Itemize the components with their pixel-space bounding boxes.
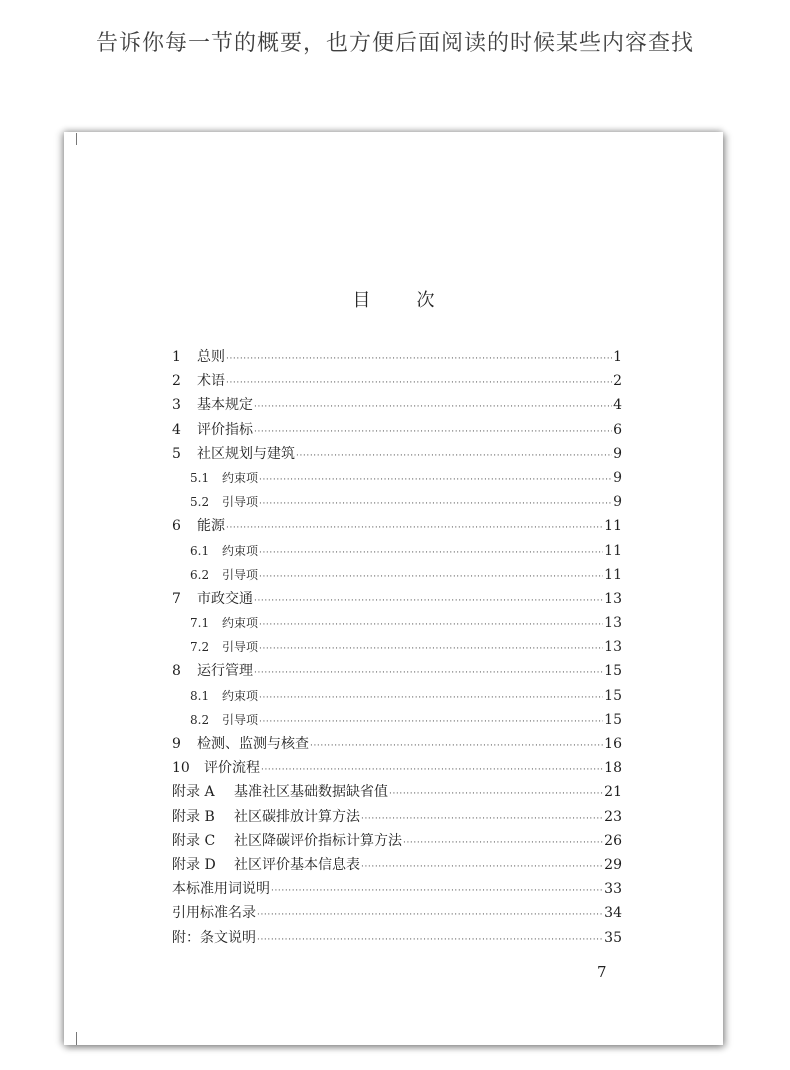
toc-entry-title: 社区降碳评价指标计算方法 bbox=[234, 832, 402, 849]
toc-entry-title: 评价指标 bbox=[197, 421, 253, 438]
toc-entry-title: 基准社区基础数据缺省值 bbox=[234, 784, 388, 801]
toc-entry-page: 21 bbox=[604, 784, 622, 801]
dot-leader bbox=[254, 589, 603, 613]
toc-entry-number: 6.2 bbox=[190, 567, 210, 582]
dot-leader bbox=[259, 541, 603, 565]
dot-leader bbox=[389, 782, 603, 806]
toc-entry-number: 7 bbox=[172, 590, 181, 607]
toc-entry-page: 2 bbox=[613, 373, 622, 390]
toc-entry-title: 术语 bbox=[197, 373, 225, 390]
toc-entry-page: 23 bbox=[604, 808, 622, 825]
toc-entry-number: 3 bbox=[172, 397, 181, 414]
toc-entry[interactable] bbox=[172, 514, 622, 538]
toc-entry-title: 约束项 bbox=[222, 688, 259, 703]
toc-entry[interactable] bbox=[172, 539, 622, 563]
toc-entry-title: 评价流程 bbox=[204, 760, 260, 777]
toc-title-char-2: 次 bbox=[416, 290, 435, 311]
toc-entry-title: 本标准用词说明 bbox=[172, 881, 270, 898]
toc-entry-page: 11 bbox=[604, 566, 622, 583]
page-number: 7 bbox=[597, 963, 607, 981]
toc-entry[interactable] bbox=[172, 369, 622, 393]
toc-entry-page: 9 bbox=[613, 469, 622, 486]
toc-entry-page: 26 bbox=[604, 832, 622, 849]
toc-entry-title: 社区碳排放计算方法 bbox=[234, 808, 360, 825]
toc-entry-title: 引导项 bbox=[222, 495, 259, 510]
toc-title-char-1: 目 bbox=[352, 290, 371, 311]
toc-entry[interactable] bbox=[172, 901, 622, 925]
toc-entry-number: 8 bbox=[172, 663, 181, 680]
toc-entry[interactable] bbox=[172, 635, 622, 659]
dot-leader bbox=[254, 420, 612, 444]
toc-entry-number: 9 bbox=[172, 736, 181, 752]
toc-entry-number: 2 bbox=[172, 373, 181, 390]
toc-entry-page: 11 bbox=[604, 518, 622, 535]
dot-leader bbox=[226, 347, 612, 371]
toc-entry-page: 15 bbox=[604, 663, 622, 680]
toc-entry-page: 13 bbox=[604, 639, 622, 656]
toc-entry-title: 总则 bbox=[197, 349, 225, 365]
toc-entry-number: 6.1 bbox=[190, 543, 210, 558]
toc-entry[interactable] bbox=[172, 732, 622, 756]
toc-entry-page: 15 bbox=[604, 687, 622, 704]
toc-entry-page: 15 bbox=[604, 711, 622, 728]
dot-leader bbox=[271, 879, 603, 903]
toc-entry[interactable] bbox=[172, 611, 622, 635]
toc-entry-number: 10 bbox=[172, 760, 190, 777]
toc-entry-page: 9 bbox=[613, 494, 622, 511]
toc-entry[interactable] bbox=[172, 563, 622, 587]
toc-entry[interactable] bbox=[172, 684, 622, 708]
toc-entry-page: 29 bbox=[604, 856, 622, 873]
toc-entry[interactable] bbox=[172, 877, 622, 901]
toc-entry[interactable] bbox=[172, 756, 622, 780]
toc-entry-title: 约束项 bbox=[222, 616, 259, 631]
toc-entry[interactable] bbox=[172, 587, 622, 611]
toc-entry[interactable] bbox=[172, 926, 622, 950]
toc-entry[interactable] bbox=[172, 853, 622, 877]
toc-entry[interactable] bbox=[172, 442, 622, 466]
dot-leader bbox=[361, 807, 603, 831]
dot-leader bbox=[261, 758, 603, 782]
toc-entry[interactable] bbox=[172, 805, 622, 829]
dot-leader bbox=[259, 613, 603, 637]
dot-leader bbox=[257, 903, 603, 927]
toc-entry[interactable] bbox=[172, 659, 622, 683]
toc-entry[interactable] bbox=[172, 345, 622, 369]
toc-entry-number: 4 bbox=[172, 421, 181, 438]
toc-entry-title: 约束项 bbox=[222, 470, 259, 485]
toc-entry-title: 市政交通 bbox=[197, 590, 253, 607]
toc-entry-number: 5 bbox=[172, 445, 181, 462]
toc-title bbox=[64, 286, 723, 312]
toc-entry[interactable] bbox=[172, 418, 622, 442]
toc-entry-title: 引用标准名录 bbox=[172, 905, 256, 922]
toc-entry-number: 附录 A bbox=[172, 784, 215, 801]
toc-entry-number: 1 bbox=[172, 349, 181, 365]
toc-entry-title: 能源 bbox=[197, 518, 225, 535]
toc-entry-number: 附录 D bbox=[172, 856, 216, 873]
toc-entry-number: 8.2 bbox=[190, 712, 210, 727]
dot-leader bbox=[226, 371, 612, 395]
dot-leader bbox=[257, 928, 603, 952]
toc-entry-title: 约束项 bbox=[222, 543, 259, 558]
toc-entry[interactable] bbox=[172, 780, 622, 804]
toc-entry-number: 8.1 bbox=[190, 688, 210, 703]
dot-leader bbox=[254, 395, 612, 419]
dot-leader bbox=[361, 855, 603, 879]
toc-entry-page: 35 bbox=[604, 929, 622, 946]
dot-leader bbox=[403, 831, 603, 855]
crop-mark-top bbox=[76, 133, 77, 145]
toc-entry-page: 33 bbox=[604, 881, 622, 898]
toc-entry-title: 引导项 bbox=[222, 640, 259, 655]
toc-entry-number: 附录 B bbox=[172, 808, 215, 825]
dot-leader bbox=[259, 492, 612, 516]
toc-entry-page: 16 bbox=[604, 736, 622, 752]
toc-entry[interactable] bbox=[172, 466, 622, 490]
toc-entry-title: 社区评价基本信息表 bbox=[234, 856, 360, 873]
dot-leader bbox=[296, 444, 612, 468]
toc-entry-number: 6 bbox=[172, 518, 181, 535]
dot-leader bbox=[259, 637, 603, 661]
toc-entry-title: 引导项 bbox=[222, 567, 259, 582]
dot-leader bbox=[259, 565, 603, 589]
toc-entry-number: 5.2 bbox=[190, 495, 210, 510]
toc-entry-page: 4 bbox=[613, 397, 622, 414]
toc-entry-title: 附：条文说明 bbox=[172, 929, 256, 946]
toc-entry[interactable] bbox=[172, 490, 622, 514]
toc-entry-number: 5.1 bbox=[190, 470, 210, 485]
toc-entry-page: 6 bbox=[613, 421, 622, 438]
caption-text: 告诉你每一节的概要，也方便后面阅读的时候某些内容查找 bbox=[95, 31, 694, 56]
toc-entry-page: 13 bbox=[604, 615, 622, 632]
toc-entry-page: 1 bbox=[613, 349, 622, 365]
toc-entry[interactable] bbox=[172, 708, 622, 732]
dot-leader bbox=[259, 468, 612, 492]
toc-entry-title: 运行管理 bbox=[197, 663, 253, 680]
toc-entry-title: 社区规划与建筑 bbox=[197, 445, 295, 462]
toc-entry-number: 附录 C bbox=[172, 832, 216, 849]
table-of-contents bbox=[172, 345, 622, 950]
toc-entry-number: 7.1 bbox=[190, 616, 210, 631]
document-page bbox=[64, 132, 723, 1045]
dot-leader bbox=[259, 686, 603, 710]
toc-entry-title: 检测、监测与核查 bbox=[197, 736, 309, 752]
toc-entry-page: 18 bbox=[604, 760, 622, 777]
toc-entry-number: 7.2 bbox=[190, 640, 210, 655]
toc-entry-title: 基本规定 bbox=[197, 397, 253, 414]
dot-leader bbox=[226, 516, 603, 540]
toc-entry[interactable] bbox=[172, 829, 622, 853]
toc-entry-page: 9 bbox=[613, 445, 622, 462]
dot-leader bbox=[254, 661, 603, 685]
toc-entry-page: 34 bbox=[604, 905, 622, 922]
dot-leader bbox=[310, 734, 603, 758]
toc-entry-page: 11 bbox=[604, 542, 622, 559]
crop-mark-bottom bbox=[76, 1032, 77, 1045]
toc-entry[interactable] bbox=[172, 393, 622, 417]
toc-entry-page: 13 bbox=[604, 590, 622, 607]
dot-leader bbox=[259, 710, 603, 734]
toc-entry-title: 引导项 bbox=[222, 712, 259, 727]
